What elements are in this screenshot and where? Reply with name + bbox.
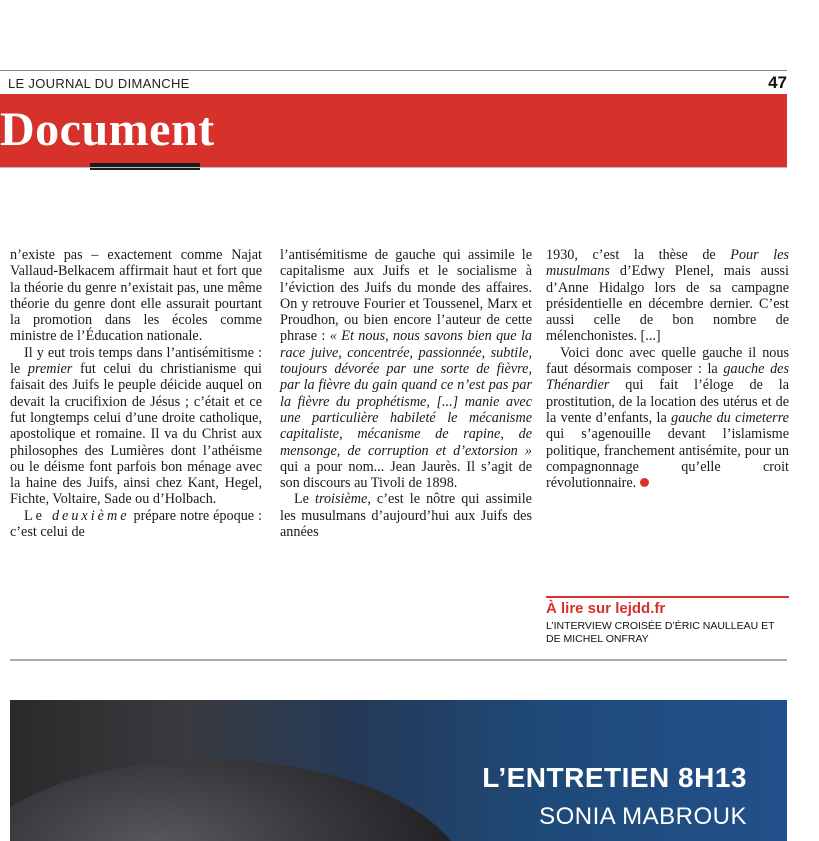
paragraph: Le deuxième prépare notre époque : c’est celui de bbox=[10, 507, 262, 541]
paragraph: n’existe pas – exactement comme Najat Vallaud-Belkacem affirmait haut et fort que la théorie du genre n’existait pas, une même théorie du genre dont elle assurait pourtant la promotion dans les écoles comme ministre de l’Éducation nationale. bbox=[10, 247, 262, 345]
page-number: 47 bbox=[768, 73, 787, 92]
article-column-1 bbox=[10, 247, 262, 540]
section-divider bbox=[10, 659, 787, 661]
paragraph: Voici donc avec quelle gauche il nous faut désormais composer : la gauche des Thénardier qui fait l’éloge de la prostitution, de la location des utérus et de la vente d’enfants, la gauche du cimeterre qui s’agenouille devant l’islamisme politique, franchement antisémite, pour un compagnonnage qu’elle croit révolutionnaire. bbox=[546, 344, 790, 492]
header-rule bbox=[0, 70, 787, 71]
emphasis: deuxième bbox=[51, 507, 130, 524]
emphasis: troisième bbox=[315, 491, 368, 508]
link-box-rule bbox=[546, 596, 789, 598]
publication-name: LE JOURNAL DU DIMANCHE bbox=[8, 76, 190, 91]
section-title: Document bbox=[0, 103, 215, 156]
emphasis: premier bbox=[27, 361, 73, 378]
paragraph: 1930, c’est la thèse de Pour les musulmans d’Edwy Plenel, mais aussi d’Anne Hidalgo lors de sa campagne présidentielle en décembre dernier. C’est aussi celle de bon nombre de mélenchonistes. [...] bbox=[546, 247, 789, 345]
section-banner bbox=[0, 94, 787, 167]
paragraph: l’antisémitisme de gauche qui assimile le capitalisme aux Juifs et le socialisme à l’éviction des Juifs du monde des affaires. On y retrouve Fourier et Toussenel, Marx et Proudhon, ou bien encore l’auteur de cette phrase : « Et nous, nous savons bien que la race juive, concentrée, passionnée, subtile, toujours dévorée par une sorte de fièvre, par la fièvre du gain quand ce n’est pas par la fièvre du prophétisme, [...] manie avec une particulière habileté le mécanisme capitaliste, mécanisme de rapine, de mensonge, de corruption et d’extorsion » qui a pour nom... Jean Jaurès. Il s’agit de son discours au Tivoli de 1898. bbox=[280, 247, 532, 492]
ad-presenter-name: SONIA MABROUK bbox=[539, 803, 747, 830]
end-mark-icon bbox=[640, 478, 649, 487]
emphasis: gauche des Thénardier bbox=[546, 361, 790, 394]
website-link[interactable]: À lire sur lejdd.fr bbox=[546, 600, 666, 617]
ad-title: L’ENTRETIEN 8H13 bbox=[482, 762, 747, 793]
emphasis: gauche du cimeterre bbox=[671, 409, 789, 426]
website-link-subtitle: L’INTERVIEW CROISÉE D’ÉRIC NAULLEAU ET DE MICHEL ONFRAY bbox=[546, 620, 775, 645]
ad-photo bbox=[10, 760, 470, 841]
paragraph: Il y eut trois temps dans l’antisémitisme : le premier fut celui du christianisme qui faisait des Juifs le peuple déicide auquel on devait la crucifixion de Jésus ; c’était et ce fut longtemps celui d’une droite catholique, apostolique et romaine. Il va du Christ aux philosophes des Lumières dont l’athéisme ou le déisme font parfois bon ménage avec la haine des Juifs, ainsi chez Kant, Hegel, Fichte, Voltaire, Sade ou d’Holbach. bbox=[10, 344, 262, 508]
banner-underline bbox=[0, 167, 787, 168]
quote: « Et nous, nous savons bien que la race juive, concentrée, passionnée, subtile, toujours dévorée par une sorte de fièvre, par la fièvre du gain quand ce n’est pas par la fièvre du prophétisme, [...] manie avec une particulière habileté le mécanisme capitaliste, mécanisme de rapine, de mensonge, de corruption et d’extorsion » bbox=[280, 328, 532, 459]
advertisement bbox=[10, 700, 787, 841]
article-column-3 bbox=[546, 247, 789, 491]
paragraph: Le troisième, c’est le nôtre qui assimile les musulmans d’aujourd’hui aux Juifs des années bbox=[280, 491, 532, 541]
book-title: Pour les musulmans bbox=[546, 247, 789, 280]
article-column-2 bbox=[280, 247, 532, 540]
